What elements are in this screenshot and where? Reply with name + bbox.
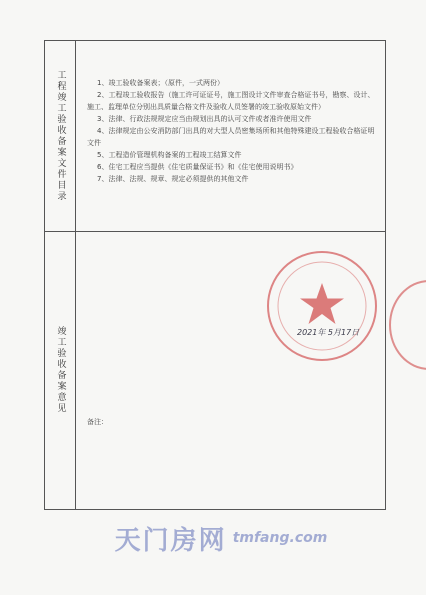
filing-opinion-label: 竣工验收备案意见 <box>55 326 66 414</box>
list-item: 3、法律、行政法规规定应当由规划出具的认可文件或者准许使用文件 <box>97 115 312 123</box>
filing-opinion-row <box>45 231 385 509</box>
partial-seal-ring <box>389 280 426 370</box>
official-seal <box>267 251 377 361</box>
seal-star-icon <box>300 283 344 324</box>
watermark-chinese: 天门房网 <box>114 525 227 556</box>
approval-date: 2021年 5月17日 <box>297 328 360 337</box>
list-item: 1、竣工验收备案表；（原件，一式两份） <box>97 79 224 87</box>
site-watermark <box>96 520 346 556</box>
list-item: 7、法律、法规、规章、规定必须提供的其他文件 <box>97 175 249 183</box>
watermark-latin: tmfang.com <box>232 530 328 546</box>
filing-form <box>44 40 386 510</box>
document-list <box>75 41 385 185</box>
document-list-label-cell <box>45 41 76 231</box>
official-seal-graphic <box>269 253 375 359</box>
remark-label: 备注： <box>87 418 108 426</box>
document-list-label: 工程竣工验收备案文件目录 <box>55 70 66 202</box>
list-item: 5、工程造价管理机构备案的工程竣工结算文件 <box>97 151 242 159</box>
list-item: 4、法律规定由公安消防部门出具的对大型人员密集场所和其他特殊建设工程验收合格证明文件 <box>87 127 375 147</box>
partial-seal-stamp <box>389 280 426 370</box>
list-item: 6、住宅工程应当提供《住宅质量保证书》和《住宅使用说明书》 <box>97 163 298 171</box>
document-list-row <box>45 41 385 232</box>
filing-opinion-content <box>75 231 385 509</box>
list-item: 2、工程竣工验收报告（施工许可证证号，施工图设计文件审查合格证书号，勘察、设计、施工、监理单位分别出具质量合格文件及验收人员签署的竣工验收原始文件） <box>87 91 375 111</box>
filing-opinion-label-cell <box>45 231 76 509</box>
document-list-content <box>75 41 385 231</box>
